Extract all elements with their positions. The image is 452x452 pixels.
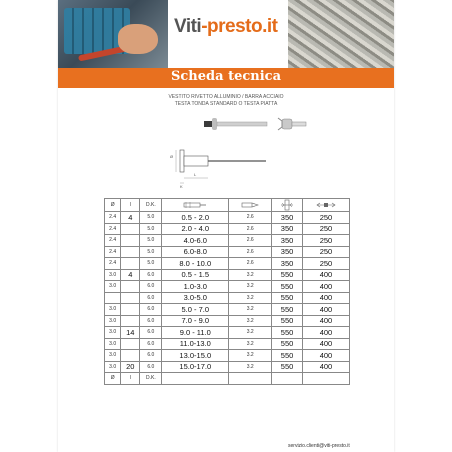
table-cell: 3.0 <box>105 338 121 350</box>
table-cell <box>121 315 140 327</box>
dim-l-label: L <box>194 172 197 177</box>
header-diameter: Ø <box>105 199 121 212</box>
table-footer-row <box>105 373 350 385</box>
table-cell: 400 <box>302 361 349 373</box>
table-cell: 2.6 <box>229 246 272 258</box>
table-cell: 2.6 <box>229 212 272 224</box>
table-cell: 6.0 <box>140 361 162 373</box>
table-cell: 2.4 <box>105 258 121 270</box>
table-row <box>105 304 350 316</box>
footer-diameter: Ø <box>105 373 121 385</box>
contact-email[interactable]: servizio.clienti@viti-presto.it <box>288 443 350 449</box>
table-cell: 400 <box>302 281 349 293</box>
table-cell: 6.0 <box>140 315 162 327</box>
table-cell: 550 <box>272 269 303 281</box>
brand-logo <box>174 16 278 38</box>
table-row <box>105 258 350 270</box>
header-head-diameter: D.K. <box>140 199 162 212</box>
table-cell: 5.0 - 7.0 <box>162 304 229 316</box>
table-cell: 11.0-13.0 <box>162 338 229 350</box>
table-cell: 3.2 <box>229 361 272 373</box>
table-cell: 0.5 - 1.5 <box>162 269 229 281</box>
header-grip-range <box>162 199 229 212</box>
table-cell: 6.0 <box>140 292 162 304</box>
table-row <box>105 269 350 281</box>
footer-tension-cell <box>302 373 349 385</box>
page-title: Scheda tecnica <box>171 69 281 84</box>
table-cell: 400 <box>302 350 349 362</box>
table-row <box>105 212 350 224</box>
dim-k-label: K <box>180 184 183 189</box>
hand-image <box>118 24 158 54</box>
table-cell: 400 <box>302 269 349 281</box>
header-tension <box>302 199 349 212</box>
table-row <box>105 338 350 350</box>
table-cell <box>121 338 140 350</box>
shear-icon <box>280 199 294 211</box>
table-cell <box>121 304 140 316</box>
table-row <box>105 361 350 373</box>
title-banner <box>58 68 394 88</box>
table-cell: 4 <box>121 269 140 281</box>
product-description <box>58 94 394 108</box>
table-cell: 400 <box>302 327 349 339</box>
table-cell: 350 <box>272 212 303 224</box>
datasheet-page <box>58 0 394 452</box>
logo-accent-text: -presto.it <box>201 16 278 37</box>
header-length: l <box>121 199 140 212</box>
table-cell: 550 <box>272 304 303 316</box>
table-cell: 14 <box>121 327 140 339</box>
table-cell: 350 <box>272 235 303 247</box>
table-cell: 550 <box>272 281 303 293</box>
table-cell: 3.2 <box>229 269 272 281</box>
table-cell: 3.2 <box>229 281 272 293</box>
table-cell: 5.0 <box>140 223 162 235</box>
table-row <box>105 350 350 362</box>
table-cell: 3.0 <box>105 281 121 293</box>
footer-shear-cell <box>272 373 303 385</box>
table-cell: 6.0 <box>140 350 162 362</box>
table-row <box>105 281 350 293</box>
spec-table <box>104 198 350 385</box>
table-cell <box>121 350 140 362</box>
table-cell: 2.6 <box>229 258 272 270</box>
table-cell: 250 <box>302 212 349 224</box>
table-cell: 2.4 <box>105 223 121 235</box>
table-row <box>105 235 350 247</box>
table-cell: 3.0 <box>105 304 121 316</box>
tension-icon <box>315 201 337 209</box>
table-header-row <box>105 199 350 212</box>
description-line-1: VESTITO RIVETTO ALLUMINIO / BARRA ACCIAIO <box>168 94 284 100</box>
table-cell: 5.0 <box>140 212 162 224</box>
table-cell: 3.0 <box>105 327 121 339</box>
table-cell: 3.0 <box>105 315 121 327</box>
table-cell: 250 <box>302 223 349 235</box>
table-cell: 400 <box>302 304 349 316</box>
table-cell: 3.0-5.0 <box>162 292 229 304</box>
header-shear <box>272 199 303 212</box>
table-cell: 350 <box>272 246 303 258</box>
table-cell: 2.4 <box>105 235 121 247</box>
table-cell: 250 <box>302 258 349 270</box>
table-cell <box>121 292 140 304</box>
table-cell: 6.0 <box>140 281 162 293</box>
header-banner <box>58 0 394 68</box>
rivet-side-icon <box>240 201 260 209</box>
table-cell: 350 <box>272 223 303 235</box>
table-cell: 2.4 <box>105 246 121 258</box>
table-cell: 2.6 <box>229 223 272 235</box>
table-row <box>105 246 350 258</box>
table-cell: 550 <box>272 292 303 304</box>
table-row <box>105 292 350 304</box>
table-row <box>105 327 350 339</box>
logo-area <box>168 0 288 68</box>
table-cell: 5.0 <box>140 235 162 247</box>
table-cell: 5.0 <box>140 258 162 270</box>
table-cell: 2.0 - 4.0 <box>162 223 229 235</box>
table-row <box>105 223 350 235</box>
table-cell: 20 <box>121 361 140 373</box>
table-cell: 2.6 <box>229 235 272 247</box>
table-cell <box>105 292 121 304</box>
table-cell: 15.0-17.0 <box>162 361 229 373</box>
description-line-2: TESTA TONDA STANDARD O TESTA PIATTA <box>174 101 278 107</box>
table-cell: 6.0 <box>140 269 162 281</box>
footer-drill-cell <box>229 373 272 385</box>
spec-table-body <box>105 212 350 373</box>
table-row <box>105 315 350 327</box>
table-cell: 400 <box>302 315 349 327</box>
rivet-technical-drawing <box>158 140 278 190</box>
workshop-photo <box>58 0 168 68</box>
table-cell <box>121 235 140 247</box>
rivet-product-image <box>198 114 318 134</box>
table-cell: 550 <box>272 350 303 362</box>
screws-photo <box>288 0 394 68</box>
table-cell: 5.0 <box>140 246 162 258</box>
table-cell: 550 <box>272 327 303 339</box>
table-cell: 350 <box>272 258 303 270</box>
table-cell: 3.0 <box>105 361 121 373</box>
dim-d-label: Ø <box>170 154 174 159</box>
table-cell: 3.2 <box>229 350 272 362</box>
table-cell <box>121 223 140 235</box>
table-cell: 6.0 <box>140 327 162 339</box>
table-cell: 3.2 <box>229 315 272 327</box>
table-cell: 400 <box>302 292 349 304</box>
table-cell: 4.0-6.0 <box>162 235 229 247</box>
table-cell: 250 <box>302 235 349 247</box>
table-cell: 550 <box>272 338 303 350</box>
table-cell: 7.0 - 9.0 <box>162 315 229 327</box>
table-cell: 0.5 - 2.0 <box>162 212 229 224</box>
table-cell: 13.0-15.0 <box>162 350 229 362</box>
table-cell: 8.0 - 10.0 <box>162 258 229 270</box>
table-cell: 4 <box>121 212 140 224</box>
footer-head-diameter: D.K. <box>140 373 162 385</box>
table-cell: 3.2 <box>229 327 272 339</box>
table-cell: 3.2 <box>229 304 272 316</box>
table-cell <box>121 281 140 293</box>
table-cell <box>121 246 140 258</box>
table-cell: 6.0-8.0 <box>162 246 229 258</box>
logo-main-text: Viti <box>174 16 202 37</box>
table-cell: 3.2 <box>229 338 272 350</box>
table-cell: 550 <box>272 315 303 327</box>
table-cell: 3.0 <box>105 269 121 281</box>
table-cell <box>121 258 140 270</box>
header-drill-size <box>229 199 272 212</box>
table-cell: 250 <box>302 246 349 258</box>
table-cell: 9.0 - 11.0 <box>162 327 229 339</box>
table-cell: 3.2 <box>229 292 272 304</box>
footer-length: l <box>121 373 140 385</box>
footer-grip-cell <box>162 373 229 385</box>
table-cell: 2.4 <box>105 212 121 224</box>
table-cell: 1.0-3.0 <box>162 281 229 293</box>
rivet-grip-icon <box>182 201 208 209</box>
table-cell: 6.0 <box>140 338 162 350</box>
table-cell: 3.0 <box>105 350 121 362</box>
table-cell: 6.0 <box>140 304 162 316</box>
table-cell: 550 <box>272 361 303 373</box>
table-cell: 400 <box>302 338 349 350</box>
